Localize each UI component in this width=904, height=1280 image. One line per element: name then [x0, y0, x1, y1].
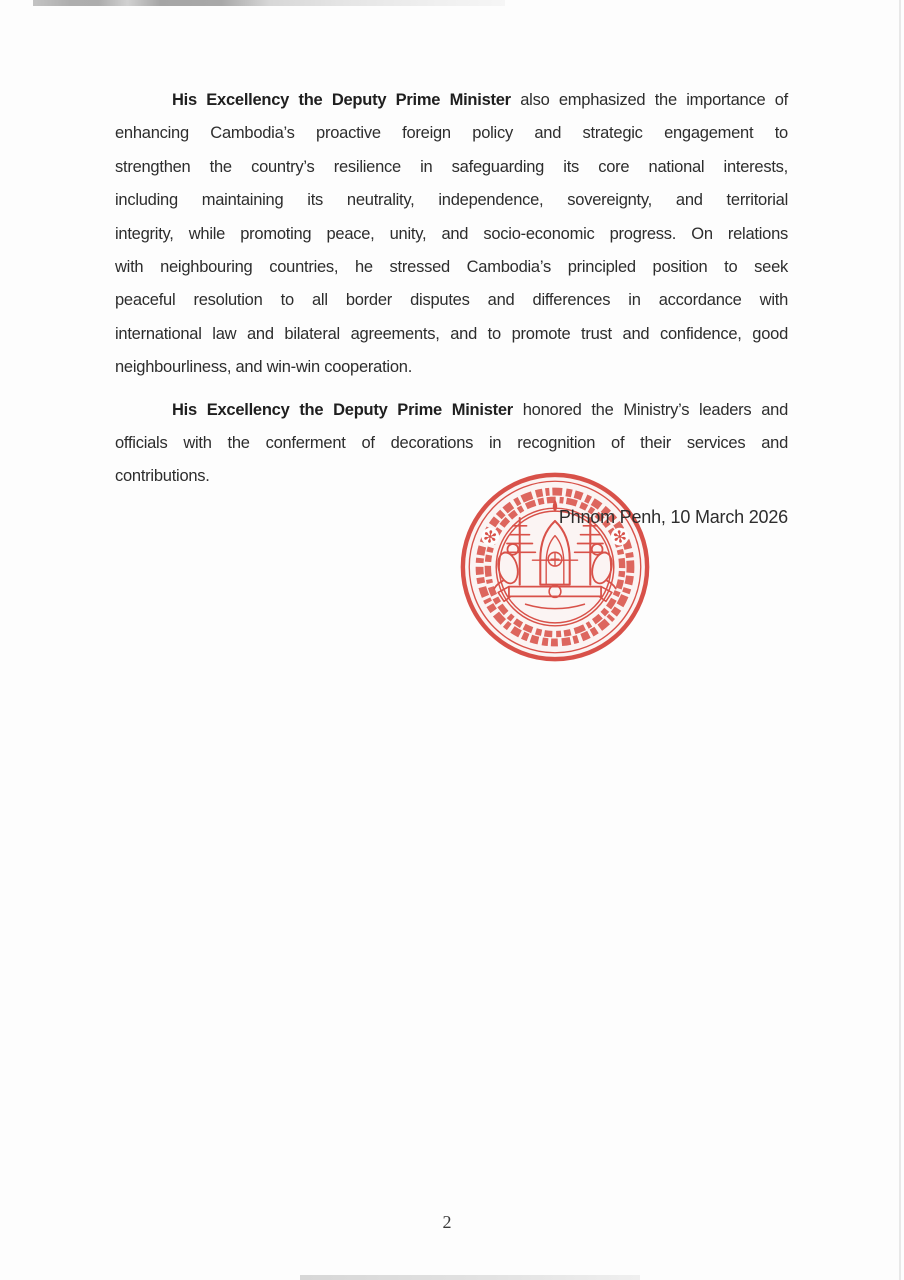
line-text: including maintaining its neutrality, independence, sovereignty, and territorial [115, 191, 788, 210]
line-text: officials with the conferment of decorations in recognition of their services and [115, 433, 788, 452]
text-line [115, 427, 788, 460]
scan-artifact-top [33, 0, 505, 6]
line-text: honored the Ministry’s leaders and [512, 400, 788, 419]
line-text: enhancing Cambodia’s proactive foreign policy and strategic engagement to [115, 124, 788, 143]
line-text: international law and bilateral agreements, and to promote trust and confidence, good [115, 324, 788, 343]
bold-lead: His Excellency the Deputy Prime Minister [172, 91, 511, 109]
page-number: 2 [442, 1212, 452, 1232]
line-text: contributions. [115, 467, 210, 486]
text-line [115, 84, 788, 117]
official-stamp [457, 469, 653, 665]
text-line [115, 117, 788, 150]
text-line [115, 351, 788, 384]
text-line [115, 394, 788, 427]
text-line [115, 284, 788, 317]
stamp-separator-icon: ✻ [478, 525, 503, 549]
line-text: with neighbouring countries, he stressed Cambodia’s principled position to seek [115, 257, 788, 276]
text-line [115, 151, 788, 184]
text-line [115, 218, 788, 251]
stamp-separator-icon: ✻ [607, 525, 632, 549]
line-text: also emphasized the importance of [510, 91, 788, 109]
text-line [115, 184, 788, 217]
line-text: neighbourliness, and win-win cooperation. [115, 358, 413, 377]
scan-artifact-right-edge [899, 0, 901, 1280]
scan-artifact-bottom [300, 1275, 640, 1280]
line-text: strengthen the country’s resilience in safeguarding its core national interests, [115, 157, 788, 176]
paragraph [115, 84, 788, 385]
text-line [115, 318, 788, 351]
dateline: Phnom Penh, 10 March 2026 [558, 507, 788, 527]
text-line [115, 251, 788, 284]
paragraph [115, 394, 788, 494]
document-body [115, 84, 788, 503]
text-line [115, 460, 788, 493]
line-text: integrity, while promoting peace, unity, and socio-economic progress. On relations [115, 224, 788, 243]
bold-lead: His Excellency the Deputy Prime Minister [172, 400, 513, 419]
line-text: peaceful resolution to all border disputes and differences in accordance with [115, 291, 788, 310]
royal-seal-icon [457, 469, 653, 665]
